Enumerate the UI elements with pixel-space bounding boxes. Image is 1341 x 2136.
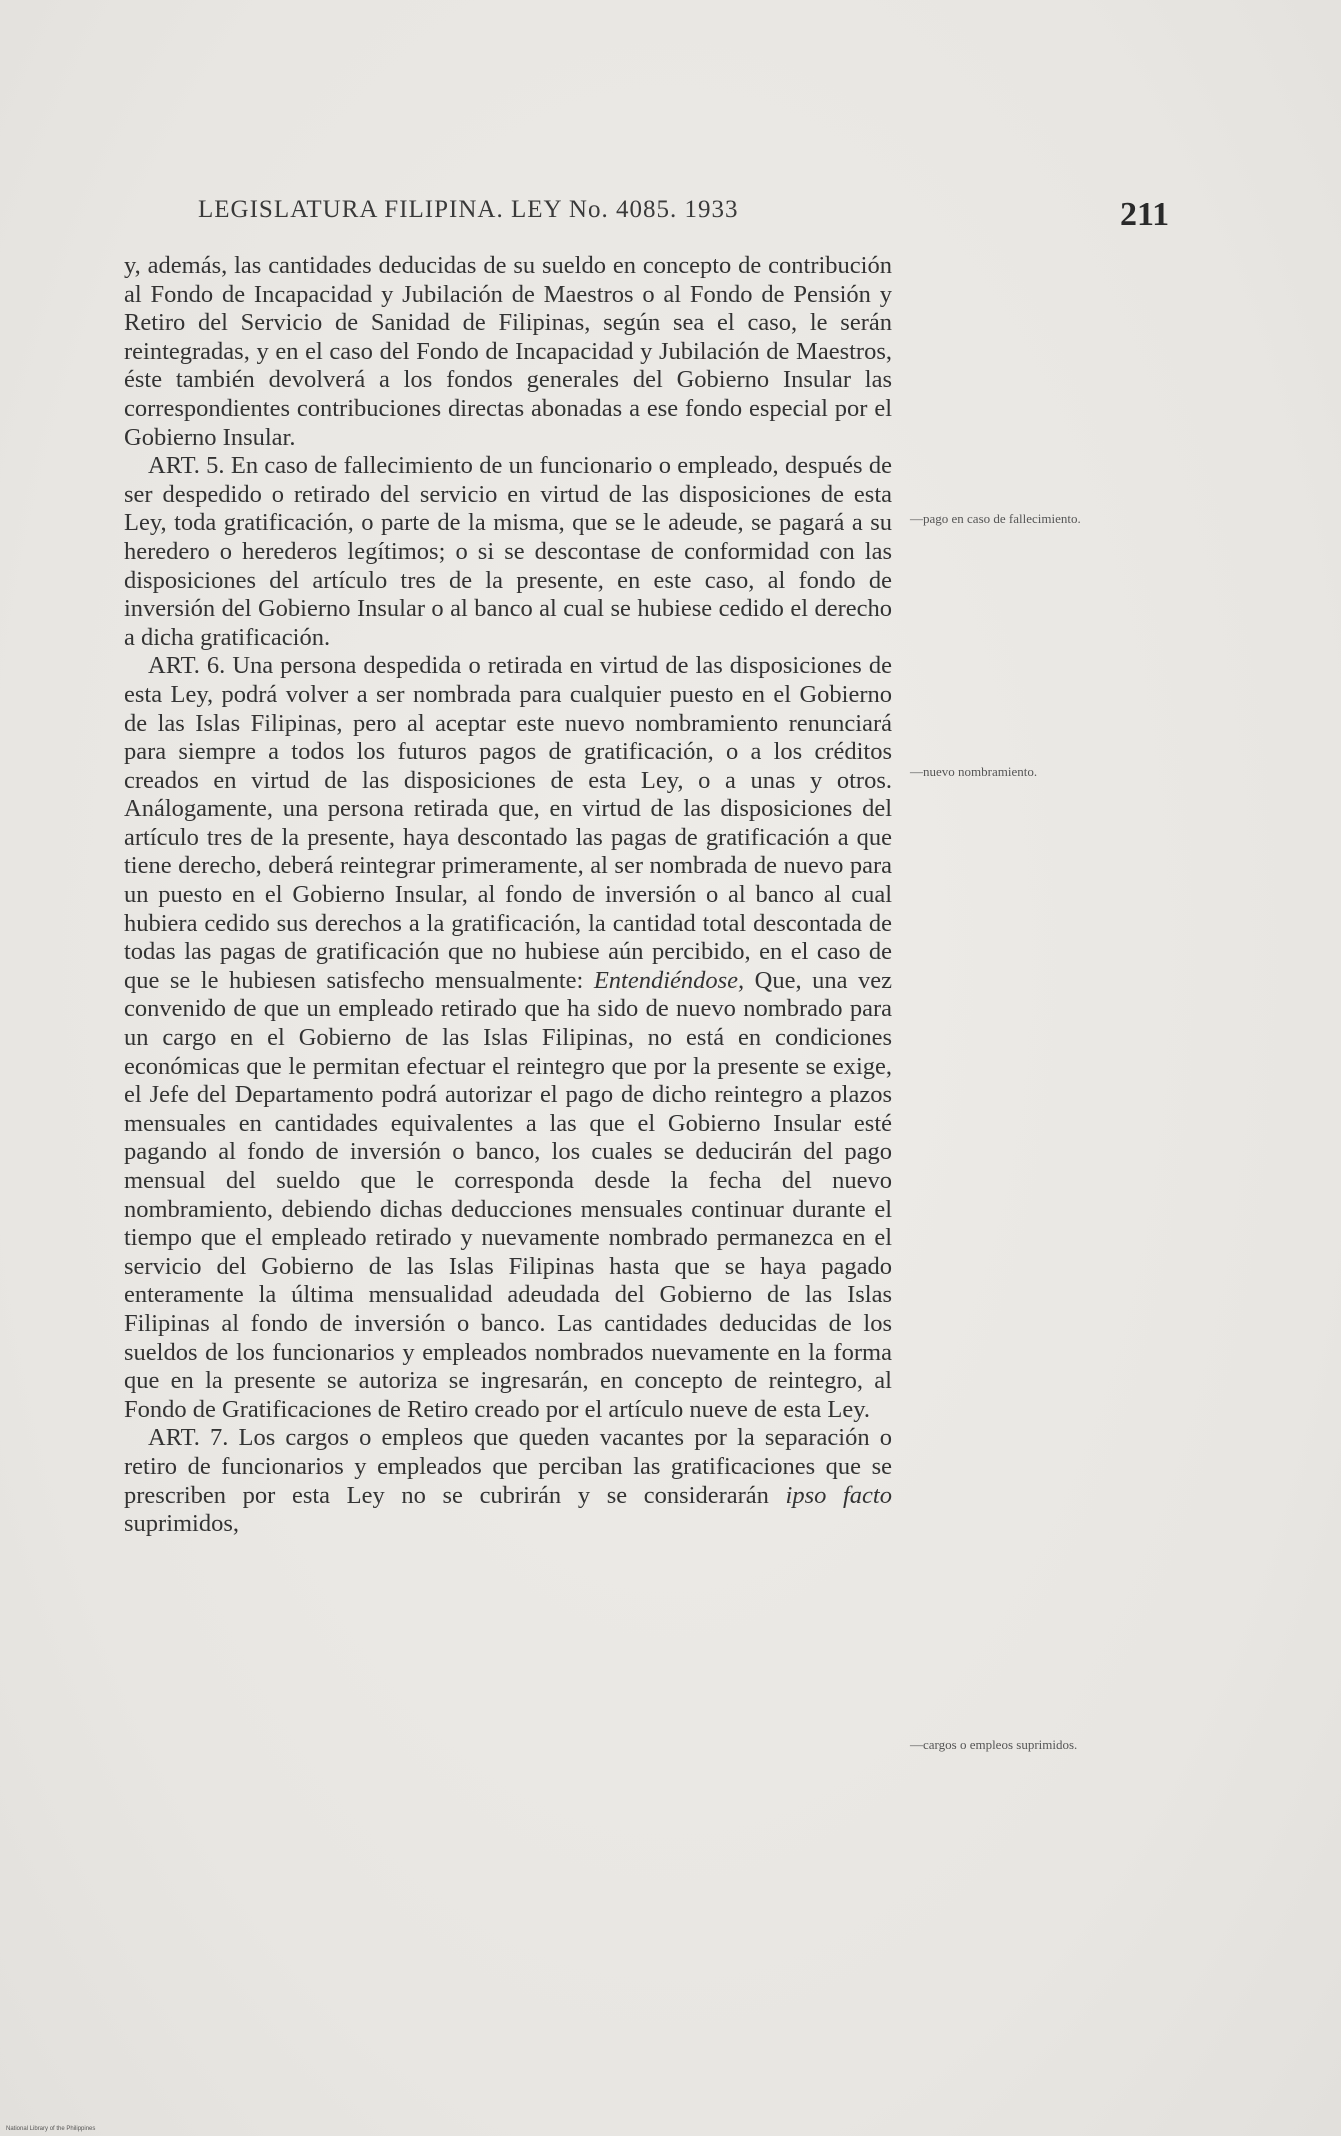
footer-credit: National Library of the Philippines [6, 2126, 96, 2132]
article-7-ipso-facto: ipso facto [785, 1481, 892, 1509]
paragraph-continuation: y, además, las cantidades deducidas de su sueldo en concepto de contribución al Fondo de Incapacidad y Jubilación de Maestros o al Fondo de Pensión y Retiro del Servicio de Sanidad de Filipinas, según sea el caso, le serán reintegradas, y en el caso del Fondo de Incapacidad y Jubilación de Maestros, éste también devolverá a los fondos generales del Gobierno Insular las correspondientes contribuciones directas abonadas a ese fondo especial por el Gobierno Insular. [124, 252, 892, 451]
article-6 [124, 652, 892, 1424]
running-header: LEGISLATURA FILIPINA. LEY No. 4085. 1933 [198, 196, 739, 223]
article-5-text: En caso de fallecimiento de un funcionario o empleado, después de ser despedido o retirado del servicio en virtud de las disposiciones de esta Ley, toda gratificación, o parte de la misma, que se le adeude, se pagará a su heredero o herederos legítimos; o si se descontase de conformidad con las disposiciones del artículo tres de la presente, en este caso, al fondo de inversión del Gobierno Insular o al banco al cual se hubiese cedido el derecho a dicha gratificación. [124, 452, 892, 651]
page-number: 211 [1120, 196, 1170, 233]
article-7-tail: suprimidos, [124, 1510, 240, 1538]
article-6-label: ART. 6. [148, 652, 226, 680]
article-7-label: ART. 7. [148, 1424, 229, 1452]
article-5-label: ART. 5. [148, 452, 225, 480]
article-6-text-a: Una persona despedida o retirada en virtud de las disposiciones de esta Ley, podrá volver a ser nombrada para cualquier puesto en el Gobierno de las Islas Filipinas, pero al aceptar este nuevo nombramiento renunciará para siempre a todos los futuros pagos de gratificación, o a los créditos creados en virtud de las disposiciones de esta Ley, o a unas y otros. Análogamente, una persona retirada que, en virtud de las disposiciones del artículo tres de la presente, haya descontado las pagas de gratificación a que tiene derecho, deberá reintegrar primeramente, al ser nombrada de nuevo para un puesto en el Gobierno Insular, al fondo de inversión o al banco al cual hubiera cedido sus derechos a la gratificación, la cantidad total descontada de todas las pagas de gratificación que no hubiese aún percibido, en el caso de que se le hubiesen satisfecho mensualmente: [124, 652, 892, 994]
article-7 [124, 1424, 892, 1538]
article-6-proviso: Entendiéndose, [593, 966, 745, 994]
margin-note-nombramiento: —nuevo nombramiento. [910, 764, 1038, 779]
margin-note-fallecimiento: —pago en caso de fallecimiento. [910, 511, 1081, 526]
article-5 [124, 452, 892, 652]
article-6-text-b: Que, una vez convenido de que un empleado retirado que ha sido de nuevo nombrado para un cargo en el Gobierno de las Islas Filipinas, no está en condiciones económicas que le permitan efectuar el reintegro que por la presente se exige, el Jefe del Departamento podrá autorizar el pago de dicho reintegro a plazos mensuales en cantidades equivalentes a las que el Gobierno Insular esté pagando al fondo de inversión o banco, los cuales se deducirán del pago mensual del sueldo que le corresponda desde la fecha del nuevo nombramiento, debiendo dichas deducciones mensuales continuar durante el tiempo que el empleado retirado y nuevamente nombrado permanezca en el servicio del Gobierno de las Islas Filipinas hasta que se haya pagado enteramente la última mensualidad adeudada del Gobierno de las Islas Filipinas al fondo de inversión o banco. Las cantidades deducidas de los sueldos de los funcionarios y empleados nombrados nuevamente en la forma que en la presente se autoriza se ingresarán, en concepto de reintegro, al Fondo de Gratificaciones de Retiro creado por el artículo nueve de esta Ley. [124, 966, 892, 1423]
body-text [124, 252, 892, 1539]
article-7-text: Los cargos o empleos que queden vacantes por la separación o retiro de funcionarios y empleados que perciban las gratificaciones que se prescriben por esta Ley no se cubrirán y se considerarán [124, 1424, 892, 1509]
margin-note-cargos-suprimidos: —cargos o empleos suprimidos. [910, 1737, 1078, 1752]
